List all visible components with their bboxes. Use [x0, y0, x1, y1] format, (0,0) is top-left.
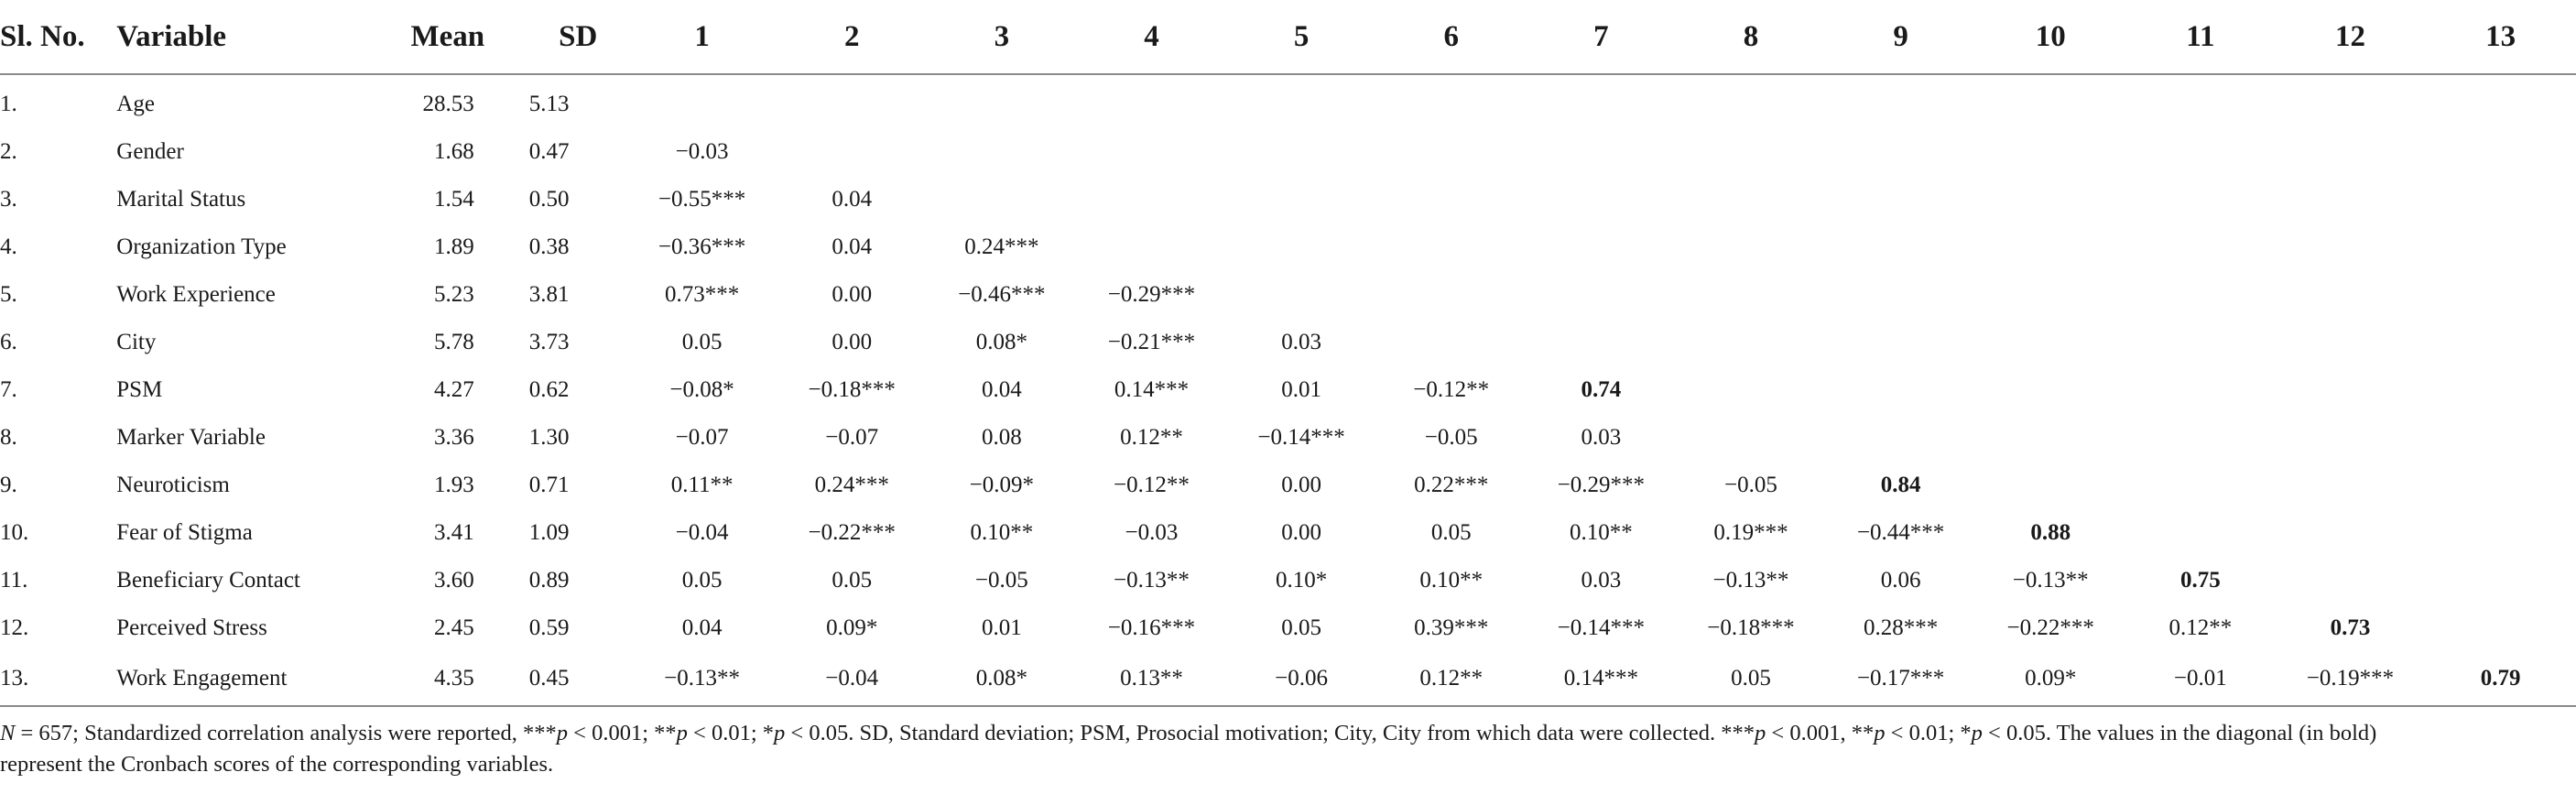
variable-name: Gender	[116, 139, 184, 164]
correlation-cell	[2425, 509, 2576, 557]
correlation-cell: −0.16***	[1107, 615, 1196, 640]
mean-value: 1.68	[433, 139, 474, 164]
correlation-cell	[1527, 319, 1677, 366]
column-header: 9	[1826, 0, 1976, 74]
correlation-cell	[2276, 128, 2426, 176]
correlation-cell	[2125, 223, 2276, 271]
correlation-cell	[1376, 319, 1527, 366]
correlation-cell: 0.00	[831, 282, 873, 307]
correlation-cell: 0.01	[981, 615, 1022, 640]
row-number: 4.	[0, 234, 17, 259]
correlation-cell: −0.07	[825, 425, 879, 450]
correlation-cell: 0.08*	[927, 652, 1077, 706]
correlation-cell	[1376, 176, 1527, 223]
variable-name: Neuroticism	[116, 473, 230, 497]
correlation-cell	[1826, 271, 1976, 319]
correlation-cell	[1975, 223, 2125, 271]
table-row	[0, 414, 2576, 462]
correlation-cell	[1676, 128, 1826, 176]
correlation-cell	[1975, 462, 2125, 509]
table-row	[0, 366, 2576, 414]
correlation-cell	[1077, 176, 1227, 223]
variable-name: Beneficiary Contact	[116, 568, 300, 593]
correlation-cell	[1975, 128, 2125, 176]
table-row	[0, 128, 2576, 176]
sd-value: 0.71	[528, 473, 570, 497]
row-number: 13.	[0, 652, 116, 706]
mean-value: 4.35	[366, 652, 529, 706]
correlation-cell	[1376, 271, 1527, 319]
correlation-cell	[1826, 319, 1976, 366]
correlation-cell	[1826, 176, 1976, 223]
correlation-cell	[2125, 319, 2276, 366]
sd-value: 0.59	[528, 615, 570, 640]
correlation-cell	[2276, 319, 2426, 366]
variable-name: City	[116, 330, 157, 354]
correlation-cell	[1975, 176, 2125, 223]
mean-value: 4.27	[433, 377, 474, 402]
correlation-cell	[1527, 128, 1677, 176]
correlation-cell: 0.06	[1880, 568, 1921, 593]
variable-name: Marker Variable	[116, 425, 266, 450]
correlation-cell: −0.03	[675, 139, 729, 164]
correlation-cell: 0.05	[1430, 520, 1472, 545]
table-row	[0, 319, 2576, 366]
column-header: 1	[627, 0, 777, 74]
correlation-cell	[2425, 319, 2576, 366]
column-header: 8	[1676, 0, 1826, 74]
correlation-cell	[1975, 319, 2125, 366]
table-row	[0, 462, 2576, 509]
correlation-cell: 0.24***	[814, 473, 889, 497]
mean-value: 1.89	[433, 234, 474, 259]
row-number: 2.	[0, 139, 17, 164]
correlation-cell: 0.79	[2425, 652, 2576, 706]
correlation-cell	[2125, 462, 2276, 509]
correlation-cell	[627, 74, 777, 128]
correlation-cell: −0.19***	[2276, 652, 2426, 706]
correlation-cell	[777, 74, 927, 128]
sd-value: 0.45	[529, 652, 627, 706]
correlation-cell	[1826, 223, 1976, 271]
mean-value: 3.60	[433, 568, 474, 593]
correlation-cell: −0.08*	[669, 377, 734, 402]
sd-value: 3.73	[528, 330, 570, 354]
correlation-cell: −0.36***	[658, 234, 746, 259]
correlation-cell	[1527, 176, 1677, 223]
correlation-cell: 0.08*	[975, 330, 1027, 354]
correlation-cell: 0.11**	[670, 473, 734, 497]
correlation-cell	[2125, 128, 2276, 176]
correlation-cell: 0.73	[2330, 615, 2371, 640]
variable-name: Organization Type	[116, 234, 287, 259]
row-number: 11.	[0, 568, 28, 593]
correlation-cell: −0.12**	[1114, 473, 1190, 497]
correlation-cell	[2276, 74, 2426, 128]
correlation-cell: 0.09*	[826, 615, 878, 640]
correlation-cell	[1527, 271, 1677, 319]
correlation-cell	[1826, 366, 1976, 414]
correlation-cell: 0.24***	[964, 234, 1039, 259]
correlation-cell: −0.46***	[958, 282, 1046, 307]
correlation-cell	[1975, 74, 2125, 128]
correlation-cell: 0.04	[831, 234, 873, 259]
mean-value: 3.41	[433, 520, 474, 545]
correlation-cell: 0.01	[1281, 377, 1321, 402]
correlation-cell	[927, 176, 1077, 223]
row-number: 1.	[0, 92, 17, 116]
correlation-cell: 0.00	[831, 330, 873, 354]
correlation-cell: 0.88	[2030, 520, 2071, 545]
correlation-cell: 0.04	[681, 615, 723, 640]
variable-name: Perceived Stress	[116, 615, 267, 640]
correlation-cell	[2276, 176, 2426, 223]
footnote-line-2: represent the Cronbach scores of the corresponding variables.	[0, 752, 554, 777]
correlation-cell	[2276, 462, 2426, 509]
correlation-cell	[2125, 74, 2276, 128]
mean-value: 1.54	[433, 187, 474, 212]
mean-value: 28.53	[422, 92, 474, 116]
correlation-cell: −0.07	[675, 425, 729, 450]
column-header: 11	[2125, 0, 2276, 74]
row-number: 7.	[0, 377, 17, 402]
correlation-cell: −0.14***	[1557, 615, 1646, 640]
table-row	[0, 74, 2576, 128]
correlation-cell	[2425, 74, 2576, 128]
correlation-cell	[1975, 414, 2125, 462]
correlation-cell	[2425, 176, 2576, 223]
sd-value: 1.30	[528, 425, 570, 450]
correlation-cell	[2425, 604, 2576, 652]
correlation-cell: −0.17***	[1826, 652, 1976, 706]
correlation-cell	[1676, 319, 1826, 366]
column-header: Sl. No.	[0, 0, 116, 74]
correlation-cell: 0.19***	[1713, 520, 1788, 545]
column-header: 13	[2425, 0, 2576, 74]
row-number: 3.	[0, 187, 17, 212]
correlation-cell: 0.39***	[1414, 615, 1489, 640]
correlation-cell: −0.13**	[1712, 568, 1789, 593]
correlation-cell	[1077, 128, 1227, 176]
table-header-row	[0, 0, 2576, 74]
row-number: 5.	[0, 282, 17, 307]
table-row	[0, 557, 2576, 604]
correlation-cell: −0.13**	[627, 652, 777, 706]
correlation-cell: −0.29***	[1557, 473, 1646, 497]
variable-name: Fear of Stigma	[116, 520, 253, 545]
correlation-cell: 0.04	[831, 187, 873, 212]
correlation-cell	[1826, 74, 1976, 128]
correlation-cell	[1676, 366, 1826, 414]
mean-value: 2.45	[433, 615, 474, 640]
sd-value: 0.50	[528, 187, 570, 212]
correlation-cell	[2425, 462, 2576, 509]
correlation-cell: −0.13**	[1114, 568, 1190, 593]
row-number: 10.	[0, 520, 29, 545]
correlation-cell: −0.18***	[808, 377, 896, 402]
correlation-cell: 0.05	[1676, 652, 1826, 706]
correlation-cell: 0.28***	[1863, 615, 1939, 640]
mean-value: 5.23	[433, 282, 474, 307]
correlation-cell	[2276, 271, 2426, 319]
correlation-cell	[1077, 74, 1227, 128]
correlation-cell: 0.84	[1880, 473, 1921, 497]
table-row	[0, 176, 2576, 223]
row-number: 9.	[0, 473, 17, 497]
correlation-cell	[2425, 366, 2576, 414]
row-number: 6.	[0, 330, 17, 354]
correlation-cell: 0.03	[1581, 425, 1622, 450]
correlation-cell: −0.29***	[1107, 282, 1196, 307]
column-header: Variable	[116, 0, 366, 74]
correlation-cell: 0.74	[1581, 377, 1622, 402]
correlation-cell: 0.12**	[1376, 652, 1527, 706]
mean-value: 3.36	[433, 425, 474, 450]
correlation-cell	[2125, 366, 2276, 414]
correlation-cell: 0.75	[2179, 568, 2221, 593]
correlation-cell: 0.05	[681, 568, 723, 593]
table-body	[0, 74, 2576, 706]
correlation-cell	[1676, 223, 1826, 271]
variable-name: Age	[116, 92, 155, 116]
variable-name: PSM	[116, 377, 163, 402]
correlation-cell: 0.10**	[970, 520, 1034, 545]
sd-value: 1.09	[528, 520, 570, 545]
correlation-cell	[2425, 414, 2576, 462]
correlation-cell	[1226, 176, 1376, 223]
correlation-cell: 0.14***	[1114, 377, 1190, 402]
correlation-cell	[777, 128, 927, 176]
correlation-cell	[1226, 74, 1376, 128]
correlation-cell: 0.03	[1581, 568, 1622, 593]
correlation-cell: 0.05	[681, 330, 723, 354]
correlation-cell: −0.05	[974, 568, 1028, 593]
column-header: 5	[1226, 0, 1376, 74]
mean-value: 5.78	[433, 330, 474, 354]
correlation-cell	[1226, 271, 1376, 319]
correlation-cell: −0.05	[1724, 473, 1777, 497]
correlation-cell	[1826, 128, 1976, 176]
correlation-cell	[1975, 271, 2125, 319]
correlation-cell	[1226, 128, 1376, 176]
correlation-cell: 0.05	[831, 568, 873, 593]
sd-value: 0.47	[528, 139, 570, 164]
correlation-cell	[2276, 509, 2426, 557]
correlation-cell	[1226, 223, 1376, 271]
correlation-cell: −0.03	[1125, 520, 1179, 545]
column-header: 3	[927, 0, 1077, 74]
correlation-cell: −0.22***	[2006, 615, 2094, 640]
correlation-cell: 0.00	[1281, 473, 1321, 497]
correlation-cell	[1676, 176, 1826, 223]
correlation-cell	[2276, 366, 2426, 414]
column-header: 7	[1527, 0, 1677, 74]
correlation-cell	[2276, 414, 2426, 462]
variable-name: Work Engagement	[116, 652, 366, 706]
correlation-cell	[1376, 74, 1527, 128]
table-row	[0, 652, 2576, 706]
correlation-cell: 0.14***	[1527, 652, 1677, 706]
correlation-cell	[1676, 271, 1826, 319]
correlation-cell	[2425, 557, 2576, 604]
correlation-cell: 0.05	[1281, 615, 1321, 640]
column-header: 6	[1376, 0, 1527, 74]
correlation-cell	[1527, 223, 1677, 271]
correlation-cell	[2276, 557, 2426, 604]
correlation-cell	[1376, 223, 1527, 271]
correlation-cell: −0.14***	[1257, 425, 1345, 450]
column-header: 12	[2276, 0, 2426, 74]
correlation-cell: −0.09*	[969, 473, 1035, 497]
correlation-cell: 0.03	[1281, 330, 1321, 354]
correlation-cell	[2425, 128, 2576, 176]
sd-value: 3.81	[528, 282, 570, 307]
correlation-cell: −0.44***	[1856, 520, 1945, 545]
correlation-cell: 0.10**	[1569, 520, 1633, 545]
table-row	[0, 509, 2576, 557]
table-row	[0, 271, 2576, 319]
correlation-cell: 0.04	[981, 377, 1022, 402]
table-row	[0, 604, 2576, 652]
column-header: 10	[1975, 0, 2125, 74]
correlation-cell	[2125, 414, 2276, 462]
correlation-cell: −0.55***	[658, 187, 746, 212]
correlation-cell: 0.13**	[1077, 652, 1227, 706]
correlation-cell	[1826, 414, 1976, 462]
footnote-line-1: N = 657; Standardized correlation analysis were reported, ***p < 0.001; **p < 0.01; *p < 0.05. SD, Standard deviation; PSM, Prosocial motivation; City, City from which data were collected. ***p < 0.001, **p < 0.01; *p < 0.05. The values in the diagonal (in bold)	[0, 721, 2377, 745]
variable-name: Marital Status	[116, 187, 246, 212]
column-header: SD	[529, 0, 627, 74]
correlation-cell: −0.05	[1424, 425, 1478, 450]
correlation-cell	[2276, 223, 2426, 271]
correlation-cell	[927, 128, 1077, 176]
column-header: Mean	[366, 0, 529, 74]
table-footnote	[0, 718, 2564, 780]
sd-value: 0.62	[528, 377, 570, 402]
table-row	[0, 223, 2576, 271]
correlation-cell: 0.12**	[2168, 615, 2233, 640]
correlation-cell: −0.01	[2125, 652, 2276, 706]
correlation-cell: −0.21***	[1107, 330, 1196, 354]
correlation-cell: 0.10**	[1419, 568, 1484, 593]
correlation-cell: 0.73***	[664, 282, 740, 307]
correlation-cell	[927, 74, 1077, 128]
correlation-cell: −0.12**	[1413, 377, 1490, 402]
correlation-cell: −0.04	[777, 652, 927, 706]
correlation-cell: −0.04	[675, 520, 729, 545]
sd-value: 0.89	[528, 568, 570, 593]
correlation-cell	[2125, 176, 2276, 223]
correlation-cell: 0.00	[1281, 520, 1321, 545]
correlation-cell: −0.18***	[1707, 615, 1795, 640]
correlation-cell	[1527, 74, 1677, 128]
correlation-cell	[1676, 74, 1826, 128]
correlation-cell: −0.22***	[808, 520, 896, 545]
sd-value: 0.38	[528, 234, 570, 259]
column-header: 2	[777, 0, 927, 74]
sd-value: 5.13	[528, 92, 570, 116]
correlation-cell	[2125, 271, 2276, 319]
correlation-cell: 0.09*	[1975, 652, 2125, 706]
correlation-cell: 0.10*	[1275, 568, 1328, 593]
correlation-cell: 0.08	[981, 425, 1022, 450]
correlation-cell	[1077, 223, 1227, 271]
correlation-cell	[2425, 271, 2576, 319]
correlation-cell	[1975, 366, 2125, 414]
row-number: 12.	[0, 615, 29, 640]
correlation-cell: 0.22***	[1414, 473, 1489, 497]
row-number: 8.	[0, 425, 17, 450]
correlation-cell: −0.13**	[2012, 568, 2089, 593]
correlation-cell	[2125, 509, 2276, 557]
correlation-cell	[1676, 414, 1826, 462]
column-header: 4	[1077, 0, 1227, 74]
correlation-cell: 0.12**	[1120, 425, 1183, 450]
correlation-cell: −0.06	[1226, 652, 1376, 706]
correlation-cell	[1376, 128, 1527, 176]
correlation-cell	[2425, 223, 2576, 271]
variable-name: Work Experience	[116, 282, 276, 307]
mean-value: 1.93	[433, 473, 474, 497]
